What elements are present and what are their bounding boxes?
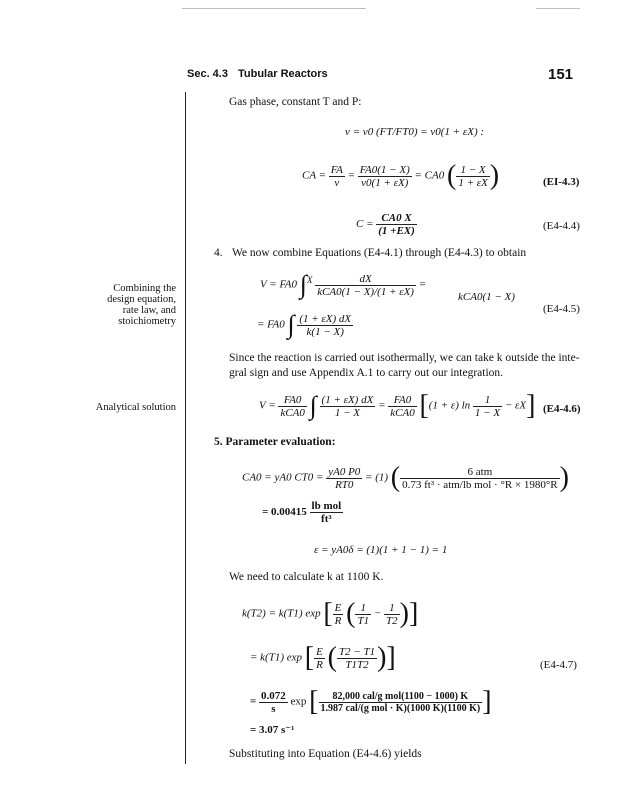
margin-rule xyxy=(185,92,186,764)
e6-frac-3: $\frac{FA0}{\text{kCA0}}$ xyxy=(390,393,415,419)
c0-frac-1: $\frac{yA0 P0}{RT0}$ xyxy=(328,465,361,491)
ca-mid: = CA0 xyxy=(414,169,445,182)
e5-l2-lhs: = FA0 xyxy=(257,318,285,331)
e6-frac-4: $\frac{1}{1 - X}$ xyxy=(474,393,501,419)
c0-mid: = (1) xyxy=(365,471,389,484)
c0-unit: $\frac{\text{lb mol}}{\text{ft³}}$ xyxy=(311,500,342,525)
e6-equals: = xyxy=(378,399,386,412)
k-frac-3: $\frac{1}{T2}$ xyxy=(386,601,398,627)
design-equation-line-2: = FA0 ∫ $\frac{(1 + \varepsilon X) dX}{k(1 - X)}$ xyxy=(257,310,352,339)
eq-label-ei-4-3: (EI-4.3) xyxy=(543,176,580,188)
ca-frac-1: $\frac{FA}{v}$ xyxy=(330,163,343,189)
epsilon-equation: ε = yA0δ = (1)(1 + 1 − 1) = 1 xyxy=(314,544,448,556)
ca0-value xyxy=(262,500,343,525)
section-label: Sec. 4.3 xyxy=(187,68,228,80)
margin-note-combining xyxy=(100,283,176,327)
k3-frac-2: $\frac{\text{82,000 cal/g mol(1100 − 1000) K}}{\text{1.987 cal/(g mol · K)(1000 K)(1100 K)}}$ xyxy=(320,690,481,714)
ca-equation: CA = $\frac{FA}{v}$ = $\frac{FA0(1 - X)}{v0(1 + \varepsilon X)}$ = CA0 ( $\frac{1 - X}{1 + \varepsilon X}$ ) xyxy=(302,160,500,191)
c0-value: = 0.00415 xyxy=(262,506,307,519)
eq-label-e4-4-6: (E4-4.6) xyxy=(543,403,581,415)
eq-label-e4-4-4: (E4-4.4) xyxy=(543,220,580,232)
design-equation-line-1: V = FA0 ∫$^X$ $\frac{dX}{\text{kCA0(1 − X)/(1 + εX)}}$ = xyxy=(260,270,427,299)
paragraph-line-2: gral sign and use Appendix A.1 to carry out our integration. xyxy=(229,367,504,379)
c0-frac-2: $\frac{\text{6 atm}}{\text{0.73 ft³ · atm/lb mol · °R × 1980°R}}$ xyxy=(402,465,558,491)
ca-equation-2 xyxy=(356,212,417,237)
e6-bracket-text: (1 + ε) ln xyxy=(428,399,471,412)
volumetric-flow-equation: v = v0 (FT/FT0) = v0(1 + εX) : xyxy=(345,126,485,138)
top-rule-right xyxy=(536,8,580,9)
ca0-equation: CA0 = yA0 CT0 = $\frac{yA0 P0}{RT0}$ = (1) ( $\frac{\text{6 atm}}{\text{0.73 ft³ · atm/lb mol · °R × 1980°R}}$ ) xyxy=(242,462,569,493)
k2-frac-2: $\frac{T2 - T1}{T1T2}$ xyxy=(338,645,376,671)
k3-exp: exp xyxy=(290,695,307,708)
e5-l2-frac: $\frac{(1 + \varepsilon X) dX}{k(1 - X)}$ xyxy=(299,312,352,338)
k-arrhenius-equation: k(T2) = k(T1) exp [ $\frac{E}{R}$ ( $\frac{1}{T1}$ − $\frac{1}{T2}$ )] xyxy=(242,598,419,629)
ca-frac-3: $\frac{1 - X}{1 + \varepsilon X}$ xyxy=(458,163,488,189)
k2-frac-1: $\frac{E}{R}$ xyxy=(316,645,323,671)
k-result: = 3.07 s⁻¹ xyxy=(250,724,295,736)
e5-rhs: kCA0(1 − X) xyxy=(458,291,515,303)
k3-frac-1: $\frac{0.072}{s}$ xyxy=(261,689,286,715)
e5-upper-limit: X xyxy=(306,274,313,285)
e6-tail: − εX xyxy=(504,399,527,412)
margin-note-line: design equation, xyxy=(107,294,176,305)
margin-note-line: rate law, and xyxy=(122,305,176,316)
step-5-heading: 5. Parameter evaluation: xyxy=(214,436,336,448)
k-numeric-equation: = $\frac{0.072}{s}$ exp [ $\frac{\text{82,000 cal/g mol(1100 − 1000) K}}{\text{1.987 cal/(g mol · K)(1000 K)(1100 K)}}$ ] xyxy=(250,686,492,717)
c0-lhs: CA0 = yA0 CT0 = xyxy=(242,471,324,484)
step-4-number: 4. xyxy=(214,247,223,259)
k-frac-1: $\frac{E}{R}$ xyxy=(334,601,342,627)
ca2-frac: $\frac{CA0 X}{(1 +EX)}$ xyxy=(378,212,415,237)
ca-frac-2: $\frac{FA0(1 - X)}{v0(1 + \varepsilon X)}$ xyxy=(359,163,410,189)
integrated-equation: V = $\frac{FA0}{\text{kCA0}}$ ∫ $\frac{(1 + \varepsilon X) dX}{1 - X}$ = $\frac{FA0}{\text{kCA0}}$ [(1 + ε) ln $\frac{1}{1 - X}$ − εX] xyxy=(259,390,536,421)
k3-equals: = xyxy=(250,695,257,708)
e5-frac: $\frac{dX}{\text{kCA0(1 − X)/(1 + εX)}}$ xyxy=(317,272,414,298)
margin-note-analytical: Analytical solution xyxy=(95,402,176,413)
k-arrhenius-equation-2: = k(T1) exp [ $\frac{E}{R}$ ( $\frac{T2 - T1}{T1T2}$ )] xyxy=(250,642,396,673)
ca2-lhs: C = xyxy=(356,218,374,231)
top-rule-left xyxy=(182,8,366,9)
margin-note-line: Combining the xyxy=(113,283,176,294)
margin-note-line: stoichiometry xyxy=(118,316,176,327)
e6-lhs: V = xyxy=(259,399,276,412)
final-line: Substituting into Equation (E4-4.6) yields xyxy=(229,748,422,760)
running-title: Tubular Reactors xyxy=(238,68,328,80)
step-4-text: We now combine Equations (E4-4.1) through (E4-4.3) to obtain xyxy=(232,247,527,259)
e6-frac-1: $\frac{FA0}{\text{kCA0}}$ xyxy=(280,393,305,419)
e6-frac-2: $\frac{(1 + \varepsilon X) dX}{1 - X}$ xyxy=(321,393,374,419)
paragraph-line-1: Since the reaction is carried out isothermally, we can take k outside the inte- xyxy=(229,352,580,364)
page-number: 151 xyxy=(548,66,574,83)
ca-lhs: CA = xyxy=(302,169,327,182)
eq-label-e4-4-5: (E4-4.5) xyxy=(543,303,580,315)
k-frac-2: $\frac{1}{T1}$ xyxy=(357,601,370,627)
k-lhs: k(T2) = k(T1) exp xyxy=(242,607,321,620)
gas-phase-line: Gas phase, constant T and P: xyxy=(229,96,362,108)
eq-label-e4-4-7: (E4-4.7) xyxy=(540,659,577,671)
e5-equals: = xyxy=(418,278,427,291)
need-k-line: We need to calculate k at 1100 K. xyxy=(229,571,384,583)
e5-lhs: V = FA0 xyxy=(260,278,297,291)
k2-lhs: = k(T1) exp xyxy=(250,651,303,664)
